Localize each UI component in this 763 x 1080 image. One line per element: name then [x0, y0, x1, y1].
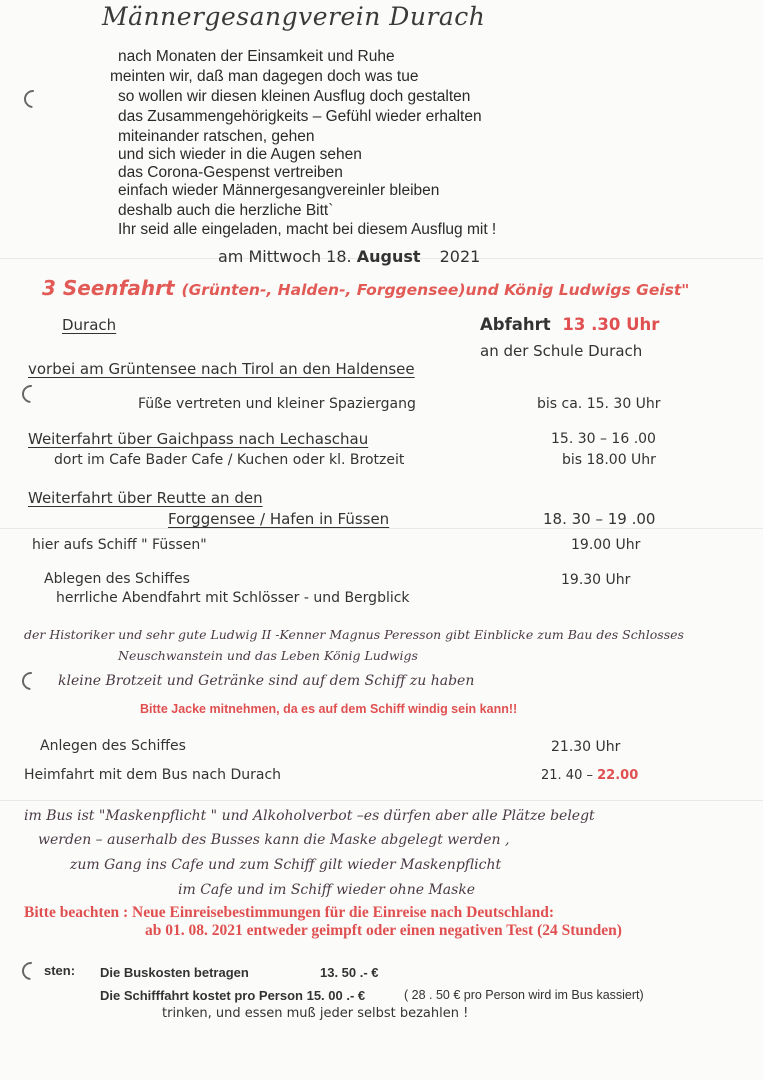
- arrival-label: Anlegen des Schiffes: [40, 738, 186, 754]
- bus-cost-label: Die Buskosten betragen: [100, 965, 249, 980]
- mask-line: im Cafe und im Schiff wieder ohne Maske: [178, 882, 476, 898]
- historian-line: Neuschwanstein und das Leben König Ludwigs: [118, 648, 418, 663]
- route-reutte: Weiterfahrt über Reutte an den: [28, 489, 263, 507]
- poem-line: meinten wir, daß man dagegen doch was tue: [110, 68, 419, 85]
- tour-detail: (Grünten-, Halden-, Forggensee)und König Ludwigs Geist": [181, 281, 690, 299]
- costs-label: sten:: [44, 963, 76, 978]
- punch-hole-mark: [18, 668, 43, 693]
- tour-heading: [42, 276, 689, 300]
- route-depart-time: 19.30 Uhr: [561, 572, 631, 588]
- poem-line: das Corona-Gespenst vertreiben: [118, 164, 343, 181]
- punch-hole-mark: [18, 381, 43, 406]
- poem-line: Ihr seid alle eingeladen, macht bei diesem Ausflug mit !: [118, 221, 497, 238]
- route-gaichpass: Weiterfahrt über Gaichpass nach Lechaschau: [28, 430, 369, 448]
- tour-name: 3 Seenfahrt: [42, 276, 175, 300]
- departure-label: Abfahrt: [480, 315, 551, 334]
- route-forggensee: Forggensee / Hafen in Füssen: [168, 510, 390, 528]
- poem-line: einfach wieder Männergesangvereinler bleiben: [118, 182, 440, 199]
- date-year: 2021: [439, 247, 481, 266]
- poem-line: miteinander ratschen, gehen: [118, 128, 315, 145]
- date-month: August: [356, 247, 421, 266]
- route-cafe-time: bis 18.00 Uhr: [562, 452, 656, 468]
- poem-line: das Zusammengehörigkeits – Gefühl wieder erhalten: [118, 108, 482, 125]
- mask-line: zum Gang ins Cafe und zum Schiff gilt wieder Maskenpflicht: [70, 857, 502, 873]
- route-gaichpass-time: 15. 30 – 16 .00: [551, 431, 656, 447]
- return-time-end: 22.00: [597, 768, 639, 783]
- jacket-note: Bitte Jacke mitnehmen, da es auf dem Schiff windig sein kann!!: [140, 702, 518, 716]
- departure-location: an der Schule Durach: [480, 342, 643, 360]
- entry-notice-detail: ab 01. 08. 2021 entweder geimpft oder einen negativen Test (24 Stunden): [145, 922, 622, 939]
- return-time-start: 21. 40 –: [541, 768, 593, 783]
- route-depart: Ablegen des Schiffes: [44, 571, 190, 587]
- date-prefix: am Mittwoch 18.: [218, 247, 352, 266]
- poem-line: nach Monaten der Einsamkeit und Ruhe: [118, 48, 395, 65]
- route-gruentensee: vorbei am Grüntensee nach Tirol an den Haldensee: [28, 360, 415, 378]
- entry-notice: Bitte beachten : Neue Einreisebestimmungen für die Einreise nach Deutschland:: [24, 904, 555, 921]
- route-ship: hier aufs Schiff " Füssen": [32, 537, 207, 553]
- snacks-note: kleine Brotzeit und Getränke sind auf dem Schiff zu haben: [58, 673, 475, 689]
- route-reutte-time: 18. 30 – 19 .00: [543, 510, 656, 528]
- route-walk: Füße vertreten und kleiner Spaziergang: [138, 396, 416, 412]
- arrival-time: 21.30 Uhr: [551, 739, 621, 755]
- bus-cost-price: 13. 50 .- €: [320, 965, 379, 980]
- punch-hole-mark: [18, 958, 43, 983]
- club-title: Männergesangverein Durach: [102, 2, 486, 31]
- route-walk-time: bis ca. 15. 30 Uhr: [537, 396, 661, 412]
- poem-line: und sich wieder in die Augen sehen: [118, 146, 362, 163]
- mask-line: im Bus ist "Maskenpflicht " und Alkoholverbot –es dürfen aber alle Plätze belegt: [24, 808, 595, 824]
- historian-line: der Historiker und sehr gute Ludwig II -Kenner Magnus Peresson gibt Einblicke zum Bau des Schlosses: [24, 627, 684, 642]
- ship-cost-note: ( 28 . 50 € pro Person wird im Bus kassiert): [404, 988, 644, 1002]
- start-place: Durach: [62, 316, 117, 334]
- self-pay-note: trinken, und essen muß jeder selbst bezahlen !: [162, 1006, 469, 1021]
- poem-line: deshalb auch die herzliche Bitt`: [118, 202, 334, 219]
- event-date: [218, 247, 480, 266]
- route-ship-time: 19.00 Uhr: [571, 537, 641, 553]
- route-evening: herrliche Abendfahrt mit Schlösser - und Bergblick: [56, 590, 410, 606]
- ship-cost-label: Die Schifffahrt kostet pro Person 15. 00 .- €: [100, 988, 366, 1003]
- return-time: [541, 768, 638, 783]
- mask-line: werden – auserhalb des Busses kann die Maske abgelegt werden ,: [38, 832, 510, 848]
- return-label: Heimfahrt mit dem Bus nach Durach: [24, 767, 282, 783]
- punch-hole-mark: [20, 86, 45, 111]
- route-cafe: dort im Cafe Bader Cafe / Kuchen oder kl. Brotzeit: [54, 452, 405, 468]
- departure: [480, 315, 659, 334]
- departure-time: 13 .30 Uhr: [562, 315, 660, 334]
- poem-line: so wollen wir diesen kleinen Ausflug doch gestalten: [118, 88, 471, 105]
